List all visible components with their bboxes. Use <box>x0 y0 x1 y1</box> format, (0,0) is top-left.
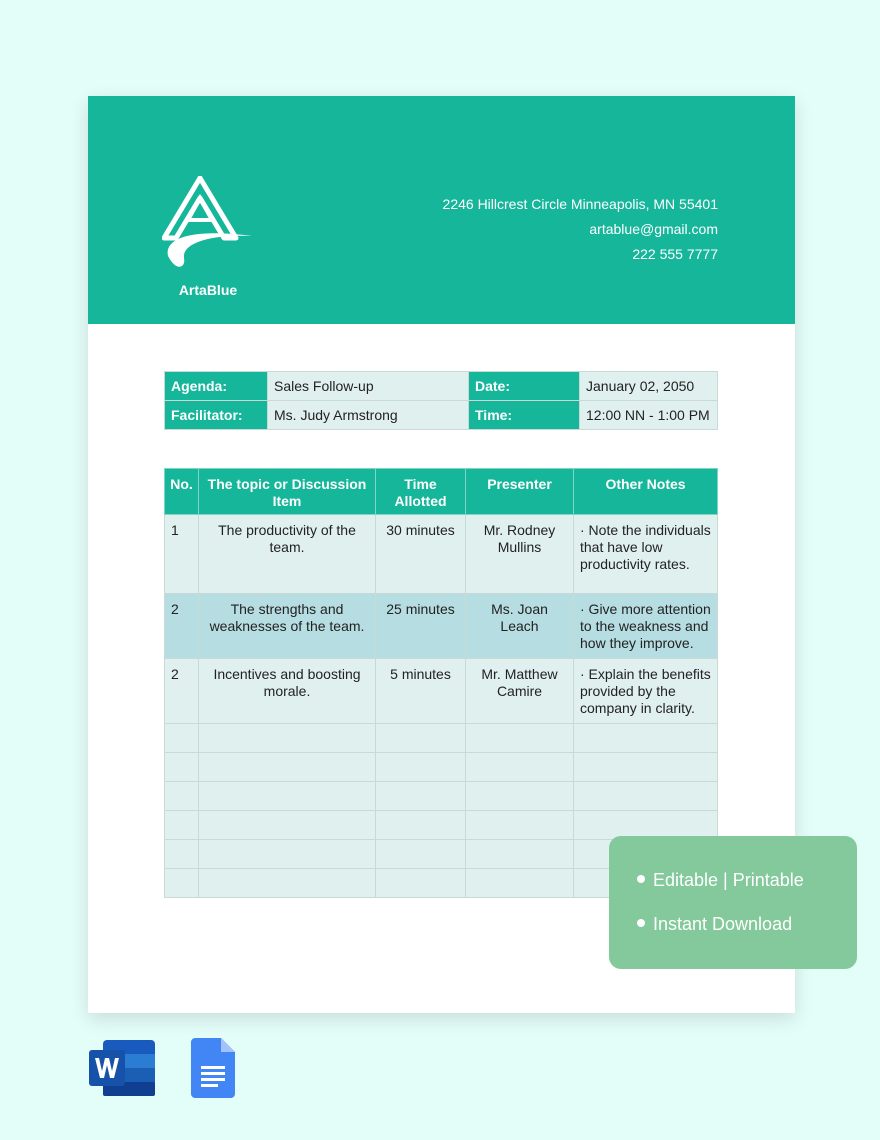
cell-presenter: Mr. Matthew Camire <box>466 659 574 724</box>
table-row <box>165 659 718 724</box>
agenda-table <box>164 468 718 898</box>
cell-no: 1 <box>165 515 199 594</box>
cell-presenter: Ms. Joan Leach <box>466 594 574 659</box>
artablue-logo <box>162 176 254 280</box>
contact-email: artablue@gmail.com <box>589 221 718 237</box>
agenda-header-row <box>165 469 718 515</box>
cell-presenter: Mr. Rodney Mullins <box>466 515 574 594</box>
table-row <box>165 594 718 659</box>
features-badge <box>609 836 857 969</box>
col-header-notes: Other Notes <box>574 469 718 515</box>
cell-no: 2 <box>165 594 199 659</box>
col-header-no: No. <box>165 469 199 515</box>
col-header-time: Time Allotted <box>376 469 466 515</box>
contact-address: 2246 Hillcrest Circle Minneapolis, MN 55401 <box>442 196 718 212</box>
cell-notes: · Explain the benefits provided by the company in clarity. <box>574 659 718 724</box>
cell-time: 5 minutes <box>376 659 466 724</box>
agenda-label: Agenda: <box>165 372 268 401</box>
cell-time: 25 minutes <box>376 594 466 659</box>
date-label: Date: <box>469 372 580 401</box>
brand-name: ArtaBlue <box>178 282 238 298</box>
empty-table-row <box>165 724 718 753</box>
facilitator-value: Ms. Judy Armstrong <box>268 401 469 430</box>
bullet-icon <box>637 875 645 883</box>
google-docs-icon[interactable] <box>191 1038 235 1103</box>
date-value: January 02, 2050 <box>580 372 718 401</box>
empty-table-row <box>165 782 718 811</box>
logo-mark-icon <box>162 176 254 280</box>
facilitator-label: Facilitator: <box>165 401 268 430</box>
agenda-value: Sales Follow-up <box>268 372 469 401</box>
microsoft-word-icon[interactable] <box>89 1038 157 1103</box>
cell-no: 2 <box>165 659 199 724</box>
cell-notes: · Note the individuals that have low productivity rates. <box>574 515 718 594</box>
contact-phone: 222 555 7777 <box>632 246 718 262</box>
meeting-info-row <box>165 401 718 430</box>
contact-block <box>443 192 718 267</box>
bullet-icon <box>637 919 645 927</box>
feature-download <box>637 914 792 935</box>
cell-topic: The productivity of the team. <box>199 515 376 594</box>
col-header-topic: The topic or Discussion Item <box>199 469 376 515</box>
cell-time: 30 minutes <box>376 515 466 594</box>
cell-notes: · Give more attention to the weakness and how they improve. <box>574 594 718 659</box>
meeting-info-row <box>165 372 718 401</box>
table-row <box>165 515 718 594</box>
empty-table-row <box>165 753 718 782</box>
feature-editable <box>637 870 804 891</box>
feature-editable-label: Editable | Printable <box>653 870 804 890</box>
cell-topic: Incentives and boosting morale. <box>199 659 376 724</box>
time-value: 12:00 NN - 1:00 PM <box>580 401 718 430</box>
col-header-presenter: Presenter <box>466 469 574 515</box>
meeting-info-table <box>164 371 718 430</box>
cell-topic: The strengths and weaknesses of the team. <box>199 594 376 659</box>
document-header <box>88 96 795 324</box>
time-label: Time: <box>469 401 580 430</box>
feature-download-label: Instant Download <box>653 914 793 934</box>
